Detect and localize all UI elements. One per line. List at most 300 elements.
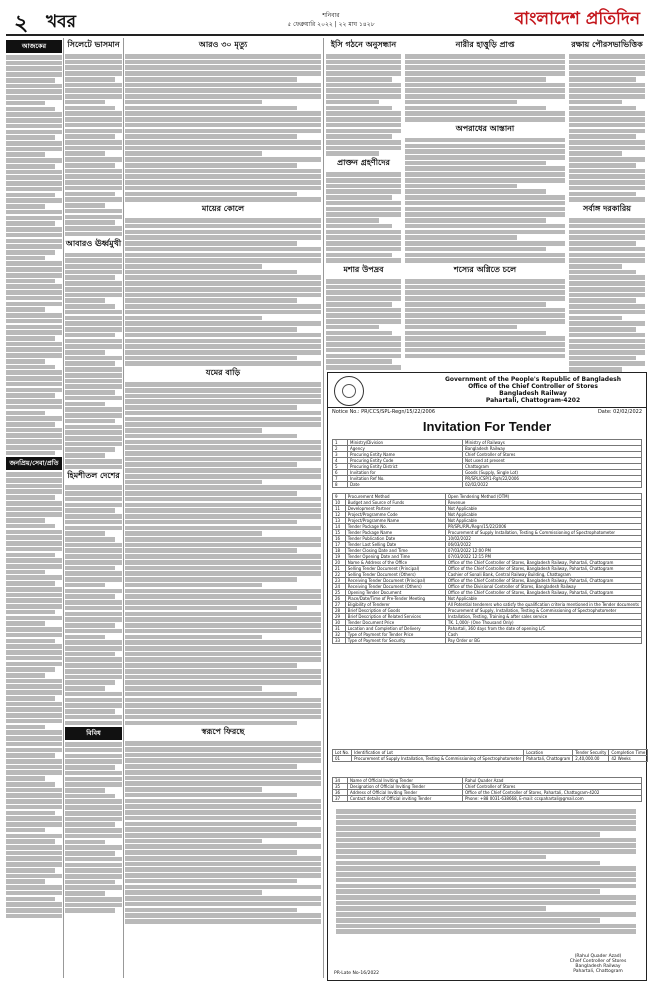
text-line	[6, 616, 62, 621]
text-line	[65, 106, 115, 111]
table-cell: 11	[333, 506, 346, 512]
text-line	[6, 330, 62, 335]
table-cell: Tender Package No.	[345, 524, 445, 530]
text-line	[569, 339, 645, 344]
text-line	[65, 384, 122, 389]
story-body	[65, 54, 122, 236]
text-line	[125, 497, 321, 502]
text-line	[336, 918, 600, 923]
text-line	[336, 906, 546, 911]
text-line	[336, 895, 636, 900]
text-line	[65, 186, 122, 191]
table-cell: Bangladesh Railway	[463, 446, 642, 452]
text-line	[65, 799, 122, 804]
table-cell: Office of the Chief Controller of Stores, Bangladesh Railway, Pahartali, Chattogram	[445, 578, 641, 584]
text-line	[6, 72, 62, 77]
text-line	[405, 302, 546, 307]
text-line	[6, 776, 45, 781]
text-line	[125, 270, 297, 275]
text-line	[65, 356, 122, 361]
story-body	[125, 54, 321, 202]
text-line	[336, 901, 636, 906]
text-line	[65, 327, 122, 332]
text-line	[65, 537, 115, 542]
text-line	[65, 680, 115, 685]
text-line	[569, 111, 645, 116]
text-line	[125, 753, 321, 758]
text-line	[6, 101, 45, 106]
text-line	[569, 140, 645, 145]
text-line	[125, 640, 321, 645]
table-cell: Chattogram	[463, 464, 642, 470]
text-line	[326, 308, 401, 313]
text-line	[336, 912, 636, 917]
text-line	[65, 652, 115, 657]
story-headline: শস্যের অগ্নিতে চলে	[453, 264, 517, 274]
table-cell: 01	[333, 756, 352, 762]
text-line	[6, 233, 62, 238]
text-line	[569, 197, 645, 202]
story-body	[326, 54, 401, 156]
text-line	[6, 130, 62, 135]
text-line	[65, 845, 122, 850]
text-line	[65, 402, 105, 407]
text-line	[65, 566, 115, 571]
text-line	[6, 696, 55, 701]
text-line	[65, 169, 122, 174]
text-line	[125, 241, 297, 246]
table-cell: 20	[333, 560, 346, 566]
text-line	[125, 715, 321, 720]
text-line	[125, 100, 262, 105]
table-cell: 2,40,000.00	[573, 756, 609, 762]
text-line	[65, 698, 122, 703]
text-line	[65, 497, 122, 502]
text-line	[405, 325, 517, 330]
table-cell: Designation of Official Inviting Tender	[348, 784, 463, 790]
story-body	[125, 741, 321, 923]
text-line	[6, 135, 55, 140]
text-line	[125, 741, 321, 746]
table-cell: 1	[333, 440, 348, 446]
text-line	[405, 342, 565, 347]
text-line	[65, 646, 122, 651]
text-line	[326, 140, 401, 145]
text-line	[125, 548, 297, 553]
text-line	[65, 264, 122, 269]
text-line	[125, 123, 321, 128]
table-cell: Rahul Quader Azad	[463, 778, 642, 784]
notice-number: Notice No.: PR/CCS/SPL-Regn/15/22/2006	[332, 409, 436, 415]
text-line	[125, 356, 297, 361]
text-line	[569, 270, 636, 275]
text-line	[125, 594, 321, 599]
table-cell: 8	[333, 482, 348, 488]
text-line	[125, 629, 321, 634]
text-line	[6, 662, 62, 667]
text-line	[125, 816, 321, 821]
column-rule	[123, 38, 124, 978]
table-cell: 16	[333, 536, 346, 542]
text-line	[569, 151, 622, 156]
text-line	[405, 195, 565, 200]
text-line	[125, 428, 262, 433]
table-cell: Procuring Entity District	[348, 464, 463, 470]
table-cell: Office of the Chief Controller of Stores, Bangladesh Railway, Pahartali, Chattogram	[445, 560, 641, 566]
text-line	[326, 134, 392, 139]
text-line	[405, 83, 565, 88]
table-cell: Pahartali, 360 days from the date of opening L/C	[445, 626, 641, 632]
text-line	[6, 553, 55, 558]
text-line	[569, 106, 636, 111]
text-line	[125, 339, 321, 344]
text-line	[326, 146, 401, 151]
text-line	[125, 361, 321, 366]
table-cell: Phone: +88 0031-638668, E-mail: ccspahartali@gmail.com	[463, 796, 642, 802]
text-line	[6, 868, 55, 873]
text-line	[125, 612, 321, 617]
text-line	[6, 319, 62, 324]
text-line	[65, 577, 122, 582]
page-header	[6, 4, 644, 36]
text-line	[6, 828, 45, 833]
text-line	[125, 405, 297, 410]
text-line	[405, 348, 565, 353]
table-cell: Chief Controller of Stores	[463, 452, 642, 458]
tender-lot-table	[332, 749, 648, 762]
text-line	[65, 111, 122, 116]
text-line	[326, 178, 401, 183]
text-line	[125, 879, 297, 884]
text-line	[65, 436, 122, 441]
text-line	[569, 350, 645, 355]
text-line	[65, 868, 122, 873]
story-body	[326, 172, 401, 263]
text-line	[569, 258, 645, 263]
text-line	[326, 247, 401, 252]
text-line	[125, 747, 321, 752]
text-line	[6, 851, 62, 856]
text-line	[6, 897, 55, 902]
text-line	[65, 748, 122, 753]
table-cell: 2	[333, 446, 348, 452]
story-headline: আজকের	[6, 40, 62, 53]
text-line	[6, 535, 62, 540]
text-line	[65, 453, 105, 458]
table-cell: Tender Security	[573, 750, 609, 756]
text-line	[6, 736, 62, 741]
text-line	[6, 210, 62, 215]
text-line	[6, 908, 62, 913]
text-line	[6, 221, 55, 226]
text-line	[6, 753, 55, 758]
text-line	[125, 839, 262, 844]
table-cell: Project/Programme Code	[345, 512, 445, 518]
story-body	[569, 218, 645, 377]
text-line	[6, 512, 62, 517]
text-line	[65, 514, 122, 519]
text-line	[65, 220, 115, 225]
text-line	[125, 60, 321, 65]
text-line	[65, 543, 122, 548]
text-line	[65, 903, 122, 908]
text-line	[65, 583, 105, 588]
text-line	[6, 759, 62, 764]
story-body	[65, 485, 122, 725]
text-line	[569, 174, 645, 179]
text-line	[405, 331, 546, 336]
text-line	[569, 321, 645, 326]
government-seal-icon	[334, 376, 364, 406]
text-line	[125, 117, 321, 122]
text-line	[326, 290, 401, 295]
text-line	[125, 411, 321, 416]
text-line	[6, 445, 62, 450]
text-line	[65, 589, 122, 594]
text-line	[65, 703, 122, 708]
text-line	[326, 129, 401, 134]
text-line	[569, 327, 636, 332]
text-line	[405, 336, 565, 341]
text-line	[125, 491, 297, 496]
text-line	[65, 83, 122, 88]
text-line	[405, 218, 546, 223]
text-line	[125, 537, 321, 542]
text-line	[125, 146, 321, 151]
table-cell: 18	[333, 548, 346, 554]
table-cell: Ministry of Railways	[463, 440, 642, 446]
table-cell: Office of the Chief Controller of Stores, Bangladesh Railway, Pahartali, Chattogram	[445, 566, 641, 572]
text-line	[405, 241, 565, 246]
text-line	[569, 235, 645, 240]
text-line	[569, 192, 636, 197]
text-line	[6, 256, 45, 261]
table-cell: Installation, Testing, Training & after sales service	[445, 614, 641, 620]
text-line	[125, 134, 297, 139]
text-line	[65, 350, 105, 355]
text-line	[125, 623, 321, 628]
text-line	[125, 560, 321, 565]
text-line	[65, 174, 122, 179]
story-body	[6, 472, 62, 918]
table-cell: Brief Description of Goods	[345, 608, 445, 614]
text-line	[65, 508, 115, 513]
tender-info-table	[332, 493, 642, 644]
text-line	[125, 657, 321, 662]
text-line	[65, 635, 105, 640]
text-line	[6, 575, 62, 580]
text-line	[405, 230, 565, 235]
text-line	[125, 304, 321, 309]
text-line	[125, 583, 262, 588]
text-line	[326, 331, 392, 336]
text-line	[6, 845, 62, 850]
text-line	[336, 884, 636, 889]
text-line	[405, 354, 565, 359]
text-line	[6, 273, 62, 278]
text-line	[405, 71, 565, 76]
text-line	[6, 782, 55, 787]
text-line	[125, 462, 297, 467]
column-2	[65, 38, 122, 914]
text-line	[6, 399, 62, 404]
table-cell: 06/03/2022	[445, 542, 641, 548]
text-line	[405, 178, 565, 183]
table-cell: Tender Last Selling Date	[345, 542, 445, 548]
text-line	[65, 270, 122, 275]
text-line	[6, 227, 62, 232]
text-line	[6, 124, 62, 129]
text-line	[125, 675, 321, 680]
text-line	[6, 411, 45, 416]
text-line	[125, 111, 321, 116]
story-headline: নারীর হাত্তুড়ি প্রাপ্ত	[455, 40, 515, 49]
table-cell: 07/03/2022 12:15 PM	[445, 554, 641, 560]
text-line	[65, 560, 122, 565]
text-line	[125, 399, 321, 404]
text-line	[125, 804, 321, 809]
text-line	[6, 95, 62, 100]
table-cell: Tender Document Price	[345, 620, 445, 626]
text-line	[6, 650, 62, 655]
text-line	[6, 902, 62, 907]
section-name: খবর	[46, 12, 76, 32]
table-cell: 6	[333, 470, 348, 476]
text-line	[125, 71, 321, 76]
text-line	[569, 316, 622, 321]
text-line	[326, 65, 401, 70]
story-body	[125, 382, 321, 725]
table-cell: 36	[333, 790, 348, 796]
text-line	[336, 878, 636, 883]
text-line	[6, 302, 62, 307]
text-line	[125, 474, 321, 479]
text-line	[125, 770, 321, 775]
text-line	[326, 230, 401, 235]
text-line	[6, 325, 62, 330]
table-cell: Office of the Chief Controller of Stores, Pahartali, Chattogram-4202	[463, 790, 642, 796]
column-6-7	[405, 38, 565, 359]
text-line	[336, 809, 636, 814]
column-8	[569, 38, 645, 379]
text-line	[125, 514, 321, 519]
text-line	[6, 393, 55, 398]
text-line	[326, 296, 401, 301]
text-line	[65, 197, 122, 202]
text-line	[336, 849, 636, 854]
text-line	[125, 253, 321, 258]
text-line	[125, 310, 321, 315]
text-line	[125, 827, 321, 832]
story-body	[65, 742, 122, 913]
text-line	[125, 526, 321, 531]
text-line	[326, 195, 392, 200]
table-row	[333, 796, 642, 802]
text-line	[6, 370, 62, 375]
text-line	[65, 151, 105, 156]
text-line	[405, 207, 565, 212]
text-line	[125, 680, 321, 685]
table-cell: All Potential tenderers who satisfy the qualification criteria mentioned in the Tender documents	[445, 602, 641, 608]
text-line	[336, 861, 600, 866]
story-body	[405, 279, 565, 358]
text-line	[569, 304, 645, 309]
table-cell: Location	[524, 750, 573, 756]
text-line	[65, 771, 122, 776]
story-body	[326, 279, 401, 370]
table-cell: Pahartali, Chattogram	[524, 756, 573, 762]
text-line	[326, 151, 379, 156]
text-line	[569, 94, 645, 99]
text-line	[125, 197, 321, 202]
text-line	[405, 65, 565, 70]
text-line	[405, 60, 565, 65]
text-line	[336, 866, 636, 871]
text-line	[405, 308, 565, 313]
text-line	[6, 885, 62, 890]
text-line	[65, 851, 115, 856]
text-line	[6, 489, 62, 494]
text-line	[125, 224, 321, 229]
table-cell: 32	[333, 632, 346, 638]
text-line	[6, 250, 55, 255]
text-line	[65, 782, 122, 787]
text-line	[326, 258, 401, 263]
text-line	[125, 646, 321, 651]
story-headline: অপরাধের আস্তানা	[455, 123, 515, 133]
text-line	[6, 336, 55, 341]
text-line	[6, 684, 62, 689]
text-line	[65, 554, 122, 559]
text-line	[125, 885, 321, 890]
table-cell: Brief Description of Related Services	[345, 614, 445, 620]
text-line	[125, 298, 297, 303]
text-line	[65, 71, 122, 76]
text-line	[326, 212, 401, 217]
text-line	[65, 880, 115, 885]
story-headline: সিলেটে ভাসমান	[67, 40, 120, 49]
text-line	[405, 144, 565, 149]
text-line	[326, 313, 401, 318]
text-line	[326, 60, 401, 65]
text-line	[65, 215, 122, 220]
text-line	[65, 140, 122, 145]
text-line	[6, 765, 62, 770]
text-line	[125, 157, 321, 162]
text-line	[65, 367, 122, 372]
text-line	[6, 239, 62, 244]
text-line	[125, 180, 321, 185]
text-line	[405, 224, 565, 229]
table-cell: Opening Tender Document	[345, 590, 445, 596]
text-line	[569, 71, 645, 76]
text-line	[125, 873, 321, 878]
text-line	[125, 77, 297, 82]
text-line	[569, 247, 645, 252]
table-cell: Tender Package Name	[345, 530, 445, 536]
tender-title: Invitation For Tender	[422, 419, 552, 434]
text-line	[6, 198, 62, 203]
text-line	[125, 440, 321, 445]
table-cell: PR/SPL/CSP/1-Rgh/22/2006	[463, 476, 642, 482]
text-line	[65, 817, 122, 822]
text-line	[6, 342, 62, 347]
text-line	[6, 204, 45, 209]
tender-signature: (Rahul Quader Azad) Chief Controller of Stores Bangladesh Railway Pahartali, Chattogram	[569, 954, 627, 974]
text-line	[6, 633, 62, 638]
table-cell: 28	[333, 608, 346, 614]
text-line	[65, 226, 122, 231]
